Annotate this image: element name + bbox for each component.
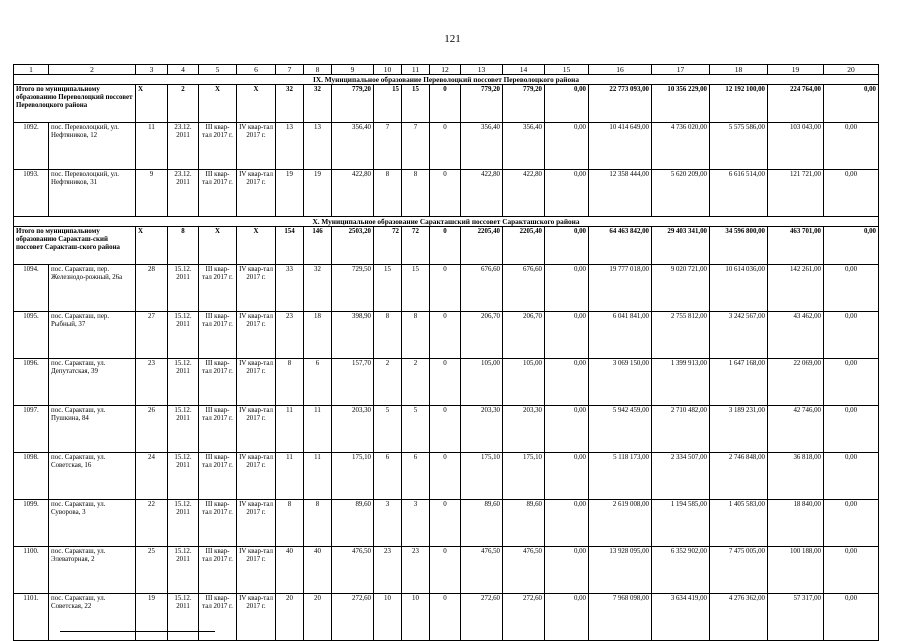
- table-cell: 34 596 800,00: [710, 227, 768, 265]
- table-cell: 15.12. 2011: [168, 312, 199, 359]
- table-cell: 0,00: [824, 594, 879, 641]
- table-cell: 5: [374, 406, 402, 453]
- table-cell: 1095.: [14, 312, 49, 359]
- table-cell: 100 188,00: [768, 547, 824, 594]
- table-cell: III квар-тал 2017 г.: [199, 453, 237, 500]
- table-cell: 15: [374, 265, 402, 312]
- column-number: 12: [430, 65, 461, 75]
- table-cell: 89,60: [461, 500, 503, 547]
- table-cell: пос. Саракташ, ул. Элеваторная, 2: [49, 547, 136, 594]
- table-cell: 32: [276, 85, 304, 123]
- column-number: 16: [589, 65, 652, 75]
- table-cell: 0,00: [545, 547, 589, 594]
- table-cell: 0,00: [545, 406, 589, 453]
- table-cell: 779,20: [461, 85, 503, 123]
- table-row: [14, 123, 879, 170]
- column-number: 3: [136, 65, 168, 75]
- table-cell: 11: [304, 453, 332, 500]
- table-row: [14, 594, 879, 641]
- table-cell: 676,60: [503, 265, 545, 312]
- table-cell: 0,00: [824, 227, 879, 265]
- table-cell: 3: [402, 500, 430, 547]
- table-cell: IV квар-тал 2017 г.: [237, 170, 276, 217]
- column-number: 14: [503, 65, 545, 75]
- table-cell: 0,00: [824, 547, 879, 594]
- table-cell: 0: [430, 170, 461, 217]
- table-cell: 0: [430, 312, 461, 359]
- table-cell: 64 463 842,00: [589, 227, 652, 265]
- table-cell: 4 276 362,00: [710, 594, 768, 641]
- table-cell: 203,30: [461, 406, 503, 453]
- table-cell: 5 118 173,00: [589, 453, 652, 500]
- table-cell: 5 942 459,00: [589, 406, 652, 453]
- table-cell: 0: [430, 500, 461, 547]
- table-cell: 29 403 341,00: [652, 227, 710, 265]
- table-cell: 2: [374, 359, 402, 406]
- table-cell: 15.12. 2011: [168, 547, 199, 594]
- table-cell: 6: [402, 453, 430, 500]
- table-cell: 0,00: [545, 312, 589, 359]
- table-cell: 356,40: [332, 123, 374, 170]
- table-cell: 6: [304, 359, 332, 406]
- table-cell: 15.12. 2011: [168, 406, 199, 453]
- table-row: [14, 406, 879, 453]
- table-cell: 72: [402, 227, 430, 265]
- column-number: 18: [710, 65, 768, 75]
- table-cell: 398,90: [332, 312, 374, 359]
- table-cell: X: [136, 85, 168, 123]
- footnote-separator-line: [60, 631, 215, 632]
- table-row: [14, 453, 879, 500]
- table-cell: 23: [374, 547, 402, 594]
- table-cell: 36 818,00: [768, 453, 824, 500]
- table-cell: 10: [402, 594, 430, 641]
- table-cell: 33: [276, 265, 304, 312]
- table-cell: 22: [136, 500, 168, 547]
- table-cell: 12 192 100,00: [710, 85, 768, 123]
- column-number: 7: [276, 65, 304, 75]
- table-cell: 1097.: [14, 406, 49, 453]
- table-cell: 0,00: [824, 453, 879, 500]
- table-cell: 0: [430, 123, 461, 170]
- table-cell: пос. Саракташ, пер. Железнодо-рожный, 26а: [49, 265, 136, 312]
- table-cell: 0,00: [545, 453, 589, 500]
- table-cell: 8: [276, 359, 304, 406]
- table-cell: 0,00: [824, 312, 879, 359]
- table-cell: 13: [276, 123, 304, 170]
- table-cell: 9 020 721,00: [652, 265, 710, 312]
- table-cell: 2 619 008,00: [589, 500, 652, 547]
- table-cell: пос. Саракташ, ул. Депутатская, 39: [49, 359, 136, 406]
- table-cell: 40: [304, 547, 332, 594]
- table-cell: 6 352 902,00: [652, 547, 710, 594]
- table-cell: 27: [136, 312, 168, 359]
- table-cell: 18: [304, 312, 332, 359]
- table-cell: 422,80: [503, 170, 545, 217]
- column-number: 2: [49, 65, 136, 75]
- table-cell: 3 069 150,00: [589, 359, 652, 406]
- table-cell: 476,50: [461, 547, 503, 594]
- table-cell: 0,00: [824, 359, 879, 406]
- table-cell: III квар-тал 2017 г.: [199, 170, 237, 217]
- table-row: [14, 500, 879, 547]
- table-cell: 2 755 812,00: [652, 312, 710, 359]
- table-cell: 8: [402, 312, 430, 359]
- table-cell: пос. Саракташ, пер. Рыбный, 37: [49, 312, 136, 359]
- table-cell: 2: [168, 85, 199, 123]
- table-cell: 224 764,00: [768, 85, 824, 123]
- table-cell: 40: [276, 547, 304, 594]
- table-cell: IV квар-тал 2017 г.: [237, 406, 276, 453]
- table-cell: 422,80: [461, 170, 503, 217]
- table-cell: пос. Саракташ, ул. Советская, 22: [49, 594, 136, 641]
- table-cell: 8: [374, 170, 402, 217]
- table-cell: 1 194 585,00: [652, 500, 710, 547]
- table-row: [14, 359, 879, 406]
- table-cell: III квар-тал 2017 г.: [199, 359, 237, 406]
- table-cell: 175,10: [332, 453, 374, 500]
- table-cell: 15.12. 2011: [168, 265, 199, 312]
- table-cell: X: [199, 227, 237, 265]
- table-cell: IV квар-тал 2017 г.: [237, 359, 276, 406]
- table-cell: Итого по муниципальному образованию Переволоцкий поссовет Переволоцкого района: [14, 85, 136, 123]
- table-cell: 5 575 586,00: [710, 123, 768, 170]
- table-cell: 26: [136, 406, 168, 453]
- table-cell: пос. Переволоцкий, ул. Нефтяников, 12: [49, 123, 136, 170]
- column-number: 11: [402, 65, 430, 75]
- table-cell: 22 069,00: [768, 359, 824, 406]
- table-cell: 11: [304, 406, 332, 453]
- table-cell: 13 928 095,00: [589, 547, 652, 594]
- table-cell: 43 462,00: [768, 312, 824, 359]
- table-cell: 19 777 018,00: [589, 265, 652, 312]
- section-title: IX. Муниципальное образование Переволоцкий поссовет Переволоцкого района: [14, 75, 879, 85]
- table-cell: 28: [136, 265, 168, 312]
- table-cell: 0,00: [824, 123, 879, 170]
- table-cell: 23: [276, 312, 304, 359]
- table-cell: 146: [304, 227, 332, 265]
- table-cell: 175,10: [503, 453, 545, 500]
- table-cell: 10 356 229,00: [652, 85, 710, 123]
- table-cell: 12 358 444,00: [589, 170, 652, 217]
- table-cell: 1094.: [14, 265, 49, 312]
- section-title-row: [14, 217, 879, 227]
- table-cell: 356,40: [461, 123, 503, 170]
- table-cell: 89,60: [503, 500, 545, 547]
- table-cell: 1093.: [14, 170, 49, 217]
- section-title-row: [14, 75, 879, 85]
- housing-register-table: [13, 64, 879, 641]
- table-cell: IV квар-тал 2017 г.: [237, 265, 276, 312]
- table-cell: 2205,40: [461, 227, 503, 265]
- table-cell: 32: [304, 265, 332, 312]
- table-cell: 206,70: [461, 312, 503, 359]
- table-cell: 23.12. 2011: [168, 123, 199, 170]
- table-cell: 0: [430, 547, 461, 594]
- table-cell: 9: [136, 170, 168, 217]
- table-cell: 5: [402, 406, 430, 453]
- column-number: 13: [461, 65, 503, 75]
- table-cell: 1 399 913,00: [652, 359, 710, 406]
- table-cell: 23.12. 2011: [168, 170, 199, 217]
- table-cell: III квар-тал 2017 г.: [199, 406, 237, 453]
- table-cell: 272,60: [332, 594, 374, 641]
- table-cell: X: [237, 85, 276, 123]
- table-cell: 7: [374, 123, 402, 170]
- table-row: [14, 547, 879, 594]
- table-cell: IV квар-тал 2017 г.: [237, 453, 276, 500]
- page-number: 121: [444, 33, 461, 45]
- table-cell: 2 746 848,00: [710, 453, 768, 500]
- table-cell: 175,10: [461, 453, 503, 500]
- table-cell: 10 614 036,00: [710, 265, 768, 312]
- column-number: 9: [332, 65, 374, 75]
- table-cell: 2 334 507,00: [652, 453, 710, 500]
- table-cell: 0,00: [824, 170, 879, 217]
- table-cell: 13: [304, 123, 332, 170]
- table-cell: 7 475 005,00: [710, 547, 768, 594]
- table-cell: IV квар-тал 2017 г.: [237, 123, 276, 170]
- table-cell: X: [237, 227, 276, 265]
- table-cell: 19: [304, 170, 332, 217]
- column-number: 17: [652, 65, 710, 75]
- column-number: 5: [199, 65, 237, 75]
- table-cell: 15: [402, 85, 430, 123]
- table-cell: 2: [402, 359, 430, 406]
- column-number-row: [14, 65, 879, 75]
- table-row: [14, 265, 879, 312]
- table-cell: 0,00: [545, 500, 589, 547]
- table-cell: 105,00: [461, 359, 503, 406]
- table-cell: IV квар-тал 2017 г.: [237, 594, 276, 641]
- table-cell: 0,00: [545, 123, 589, 170]
- table-cell: пос. Саракташ, ул. Суворова, 3: [49, 500, 136, 547]
- table-cell: 89,60: [332, 500, 374, 547]
- table-cell: 0: [430, 453, 461, 500]
- table-cell: IV квар-тал 2017 г.: [237, 547, 276, 594]
- table-cell: 8: [304, 500, 332, 547]
- table-cell: 8: [402, 170, 430, 217]
- column-number: 20: [824, 65, 879, 75]
- table-cell: 0,00: [545, 227, 589, 265]
- table-cell: 0: [430, 265, 461, 312]
- table-cell: 3 634 419,00: [652, 594, 710, 641]
- table-cell: 22 773 093,00: [589, 85, 652, 123]
- table-cell: 105,00: [503, 359, 545, 406]
- table-cell: пос. Переволоцкий, ул. Нефтяников, 31: [49, 170, 136, 217]
- table-cell: 19: [136, 594, 168, 641]
- table-cell: III квар-тал 2017 г.: [199, 500, 237, 547]
- table-cell: 2503,20: [332, 227, 374, 265]
- table-cell: 32: [304, 85, 332, 123]
- table-cell: 72: [374, 227, 402, 265]
- table-cell: 356,40: [503, 123, 545, 170]
- table-cell: 1099.: [14, 500, 49, 547]
- table-cell: 0,00: [545, 359, 589, 406]
- table-cell: 6 616 514,00: [710, 170, 768, 217]
- table-cell: 15: [374, 85, 402, 123]
- table-cell: 779,20: [503, 85, 545, 123]
- table-cell: 10 414 649,00: [589, 123, 652, 170]
- column-number: 6: [237, 65, 276, 75]
- section-total-row: [14, 227, 879, 265]
- table-cell: 0,00: [545, 594, 589, 641]
- table-cell: 121 721,00: [768, 170, 824, 217]
- table-cell: 1 647 168,00: [710, 359, 768, 406]
- table-cell: III квар-тал 2017 г.: [199, 312, 237, 359]
- table-cell: 1100.: [14, 547, 49, 594]
- table-cell: 1101.: [14, 594, 49, 641]
- table-cell: 779,20: [332, 85, 374, 123]
- table-cell: 476,50: [332, 547, 374, 594]
- table-cell: 3: [374, 500, 402, 547]
- table-cell: 5 620 209,00: [652, 170, 710, 217]
- table-cell: 7 968 098,00: [589, 594, 652, 641]
- table-cell: 203,30: [503, 406, 545, 453]
- table-body: [14, 65, 879, 641]
- table-cell: 1098.: [14, 453, 49, 500]
- column-number: 8: [304, 65, 332, 75]
- table-cell: 0: [430, 85, 461, 123]
- table-cell: X: [136, 227, 168, 265]
- table-cell: 0,00: [824, 406, 879, 453]
- table-cell: 1096.: [14, 359, 49, 406]
- table-cell: 20: [276, 594, 304, 641]
- table-cell: 0: [430, 406, 461, 453]
- table-cell: 3 242 567,00: [710, 312, 768, 359]
- table-cell: 6: [374, 453, 402, 500]
- table-cell: 206,70: [503, 312, 545, 359]
- table-cell: III квар-тал 2017 г.: [199, 594, 237, 641]
- table-cell: 2205,40: [503, 227, 545, 265]
- table-cell: 18 840,00: [768, 500, 824, 547]
- table-cell: 0,00: [545, 170, 589, 217]
- table-cell: 15.12. 2011: [168, 453, 199, 500]
- table-cell: 57 317,00: [768, 594, 824, 641]
- column-number: 15: [545, 65, 589, 75]
- table-cell: 42 746,00: [768, 406, 824, 453]
- table-cell: пос. Саракташ, ул. Пушкина, 84: [49, 406, 136, 453]
- table-cell: Итого по муниципальному образованию Саракташ-ский поссовет Саракташ-ского района: [14, 227, 136, 265]
- table-cell: 1 405 583,00: [710, 500, 768, 547]
- section-total-row: [14, 85, 879, 123]
- table-cell: 15.12. 2011: [168, 359, 199, 406]
- table-row: [14, 170, 879, 217]
- table-cell: 0,00: [824, 265, 879, 312]
- table-cell: 25: [136, 547, 168, 594]
- table-cell: 7: [402, 123, 430, 170]
- table-cell: 11: [276, 453, 304, 500]
- table-cell: 6 041 841,00: [589, 312, 652, 359]
- table-cell: 4 736 020,00: [652, 123, 710, 170]
- table-cell: 154: [276, 227, 304, 265]
- table-cell: 11: [136, 123, 168, 170]
- table-cell: 272,60: [461, 594, 503, 641]
- table-cell: 23: [136, 359, 168, 406]
- table-cell: 11: [276, 406, 304, 453]
- table-cell: IV квар-тал 2017 г.: [237, 500, 276, 547]
- column-number: 4: [168, 65, 199, 75]
- table-cell: 0: [430, 227, 461, 265]
- table-cell: 8: [168, 227, 199, 265]
- table-cell: пос. Саракташ, ул. Советская, 16: [49, 453, 136, 500]
- column-number: 19: [768, 65, 824, 75]
- table-cell: 729,50: [332, 265, 374, 312]
- table-cell: 0,00: [824, 500, 879, 547]
- table-cell: 15.12. 2011: [168, 500, 199, 547]
- table-cell: 1092.: [14, 123, 49, 170]
- table-cell: 2 710 482,00: [652, 406, 710, 453]
- table-cell: 0: [430, 359, 461, 406]
- table-cell: 157,70: [332, 359, 374, 406]
- table-cell: 15: [402, 265, 430, 312]
- table-cell: 19: [276, 170, 304, 217]
- table-cell: 24: [136, 453, 168, 500]
- table-cell: 676,60: [461, 265, 503, 312]
- table-cell: 142 261,00: [768, 265, 824, 312]
- table-cell: 272,60: [503, 594, 545, 641]
- table-cell: 203,30: [332, 406, 374, 453]
- table-cell: 463 701,00: [768, 227, 824, 265]
- table-cell: 23: [402, 547, 430, 594]
- table-cell: 8: [374, 312, 402, 359]
- section-title: X. Муниципальное образование Саракташский поссовет Саракташского района: [14, 217, 879, 227]
- table-cell: 8: [276, 500, 304, 547]
- table-cell: IV квар-тал 2017 г.: [237, 312, 276, 359]
- table-cell: 0,00: [824, 85, 879, 123]
- table-cell: 10: [374, 594, 402, 641]
- table-cell: 476,50: [503, 547, 545, 594]
- table-cell: X: [199, 85, 237, 123]
- table-cell: 0,00: [545, 265, 589, 312]
- table-cell: III квар-тал 2017 г.: [199, 123, 237, 170]
- table-cell: 422,80: [332, 170, 374, 217]
- table-cell: 3 189 231,00: [710, 406, 768, 453]
- table-cell: III квар-тал 2017 г.: [199, 265, 237, 312]
- table-cell: 0,00: [545, 85, 589, 123]
- table-row: [14, 312, 879, 359]
- table-cell: 0: [430, 594, 461, 641]
- table-cell: 15.12. 2011: [168, 594, 199, 641]
- table-cell: 20: [304, 594, 332, 641]
- table-cell: 103 043,00: [768, 123, 824, 170]
- column-number: 1: [14, 65, 49, 75]
- table-cell: III квар-тал 2017 г.: [199, 547, 237, 594]
- column-number: 10: [374, 65, 402, 75]
